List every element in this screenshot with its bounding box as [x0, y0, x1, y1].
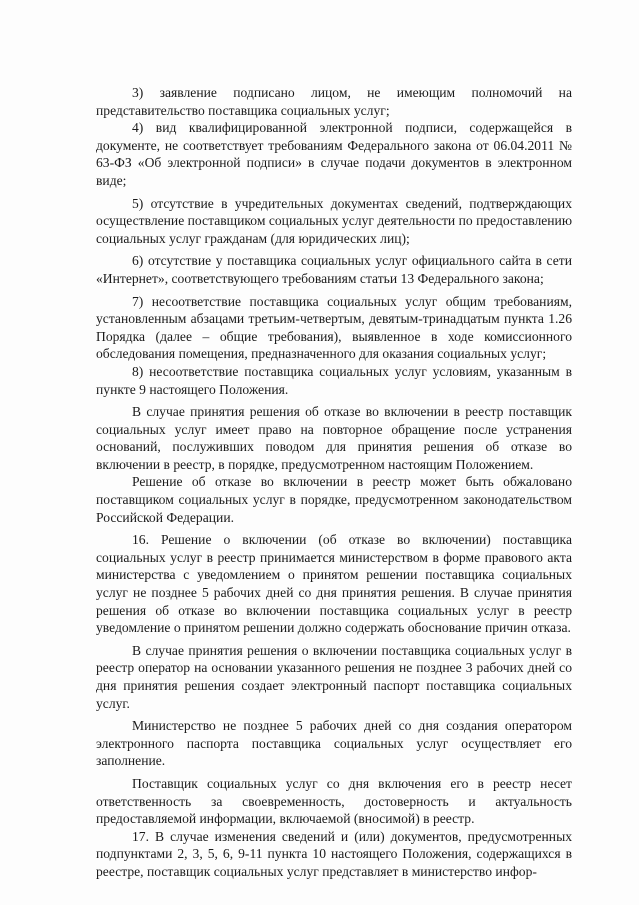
- paragraph-clause-16: 16. Решение о включении (об отказе во включении) поставщика социальных услуг в реестр принимается министерством в форме правового акта министерства с уведомлением о принятом решении поставщика социальных услуг не позднее 5 рабочих дней со дня принятия решения. В случае принятия решения об отказе во включении поставщика социальных услуг в реестр уведомление о принятом решении должно содержать обоснование причин отказа.: [96, 532, 572, 636]
- paragraph-refusal-reapply: В случае принятия решения об отказе во включении в реестр поставщик социальных услуг имеет право на повторное обращение после устранения оснований, послуживших поводом для принятия решения об отказе во включении в реестр, в порядке, предусмотренном настоящим Положением.: [96, 404, 572, 472]
- paragraph-item-4: 4) вид квалифицированной электронной подписи, содержащейся в документе, не соответствует требованиям Федерального закона от 06.04.2011 № 63-ФЗ «Об электронной подписи» в случае подачи документов в электронном виде;: [96, 120, 572, 188]
- paragraph-item-5: 5) отсутствие в учредительных документах сведений, подтверждающих осуществление поставщиком социальных услуг деятельности по предоставлению социальных услуг гражданам (для юридических лиц);: [96, 195, 572, 246]
- document-body: [96, 84, 572, 881]
- paragraph-item-7: 7) несоответствие поставщика социальных услуг общим требованиям, установленным абзацами третьим-четвертым, девятым-тринадцатым пункта 1.26 Порядка (далее – общие требования), выявленное в ходе комиссионного обследования помещения, предназначенного для оказания социальных услуг;: [96, 293, 572, 362]
- paragraph-clause-17: 17. В случае изменения сведений и (или) документов, предусмотренных подпунктами 2, 3, 5, 6, 9-11 пункта 10 настоящего Положения, содержащихся в реестре, поставщик социальных услуг представляет в министерство инфор-: [96, 828, 572, 879]
- paragraph-passport-filling: Министерство не позднее 5 рабочих дней со дня создания оператором электронного паспорта поставщика социальных услуг осуществляет его заполнение.: [96, 718, 572, 769]
- paragraph-electronic-passport: В случае принятия решения о включении поставщика социальных услуг в реестр оператор на основании указанного решения не позднее 3 рабочих дней со дня принятия решения создает электронный паспорт поставщика социальных услуг.: [96, 642, 572, 711]
- paragraph-refusal-appeal: Решение об отказе во включении в реестр может быть обжаловано поставщиком социальных услуг в порядке, предусмотренном законодательством Российской Федерации.: [96, 474, 572, 525]
- paragraph-item-6: 6) отсутствие у поставщика социальных услуг официального сайта в сети «Интернет», соответствующего требованиям статьи 13 Федерального закона;: [96, 253, 572, 286]
- paragraph-provider-responsibility: Поставщик социальных услуг со дня включения его в реестр несет ответственность за своевременность, достоверность и актуальность предоставляемой информации, включаемой (вносимой) в реестр.: [96, 775, 572, 827]
- paragraph-item-8: 8) несоответствие поставщика социальных услуг условиям, указанным в пункте 9 настоящего Положения.: [96, 363, 572, 397]
- paragraph-item-3: 3) заявление подписано лицом, не имеющим полномочий на представительство поставщика социальных услуг;: [96, 85, 572, 118]
